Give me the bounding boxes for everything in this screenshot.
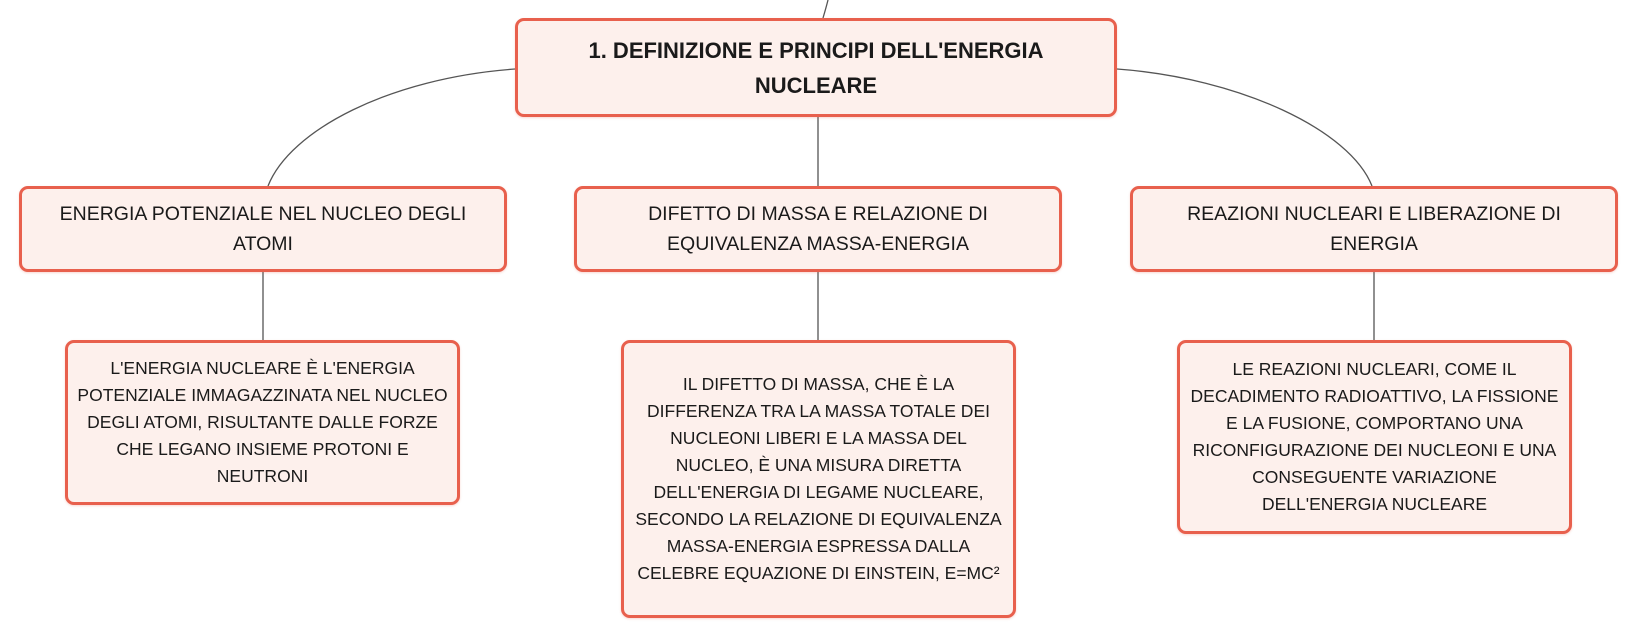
root-topic-label: 1. DEFINIZIONE E PRINCIPI DELL'ENERGIA NUCLEARE [588,37,1044,98]
detail-text: L'ENERGIA NUCLEARE È L'ENERGIA POTENZIALE IMMAGAZZINATA NEL NUCLEO DEGLI ATOMI, RISULTANTE DALLE FORZE CHE LEGANO INSIEME PROTONI E NEUTRONI [77,358,448,486]
detail-text: LE REAZIONI NUCLEARI, COME IL DECADIMENTO RADIOATTIVO, LA FISSIONE E LA FUSIONE, COMPORTANO UNA RICONFIGURAZIONE DEI NUCLEONI E UNA CONSEGUENTE VARIAZIONE DELL'ENERGIA NUCLEARE [1190,359,1559,514]
detail-text: IL DIFETTO DI MASSA, CHE È LA DIFFERENZA TRA LA MASSA TOTALE DEI NUCLEONI LIBERI E LA MASSA DEL NUCLEO, È UNA MISURA DIRETTA DELL'ENERGIA DI LEGAME NUCLEARE, SECONDO LA RELAZIONE DI EQUIVALENZA MASSA-ENERGIA ESPRESSA DALLA CELEBRE EQUAZIONE DI EINSTEIN, E=MC² [635,374,1002,583]
subtopic-label: REAZIONI NUCLEARI E LIBERAZIONE DI ENERGIA [1187,203,1561,255]
detail-node-mass-defect[interactable] [621,340,1016,618]
subtopic-label: DIFETTO DI MASSA E RELAZIONE DI EQUIVALENZA MASSA-ENERGIA [648,203,988,255]
detail-node-nuclear-reactions[interactable] [1177,340,1572,534]
connector-root-to-right [1117,69,1372,186]
subtopic-node-potential-energy[interactable] [19,186,507,272]
subtopic-node-mass-defect[interactable] [574,186,1062,272]
connector-root-to-left [268,69,515,186]
detail-node-potential-energy[interactable] [65,340,460,505]
subtopic-node-nuclear-reactions[interactable] [1130,186,1618,272]
subtopic-label: ENERGIA POTENZIALE NEL NUCLEO DEGLI ATOMI [59,203,467,255]
connector-parent-to-root [823,0,828,18]
root-topic-node[interactable] [515,18,1117,117]
